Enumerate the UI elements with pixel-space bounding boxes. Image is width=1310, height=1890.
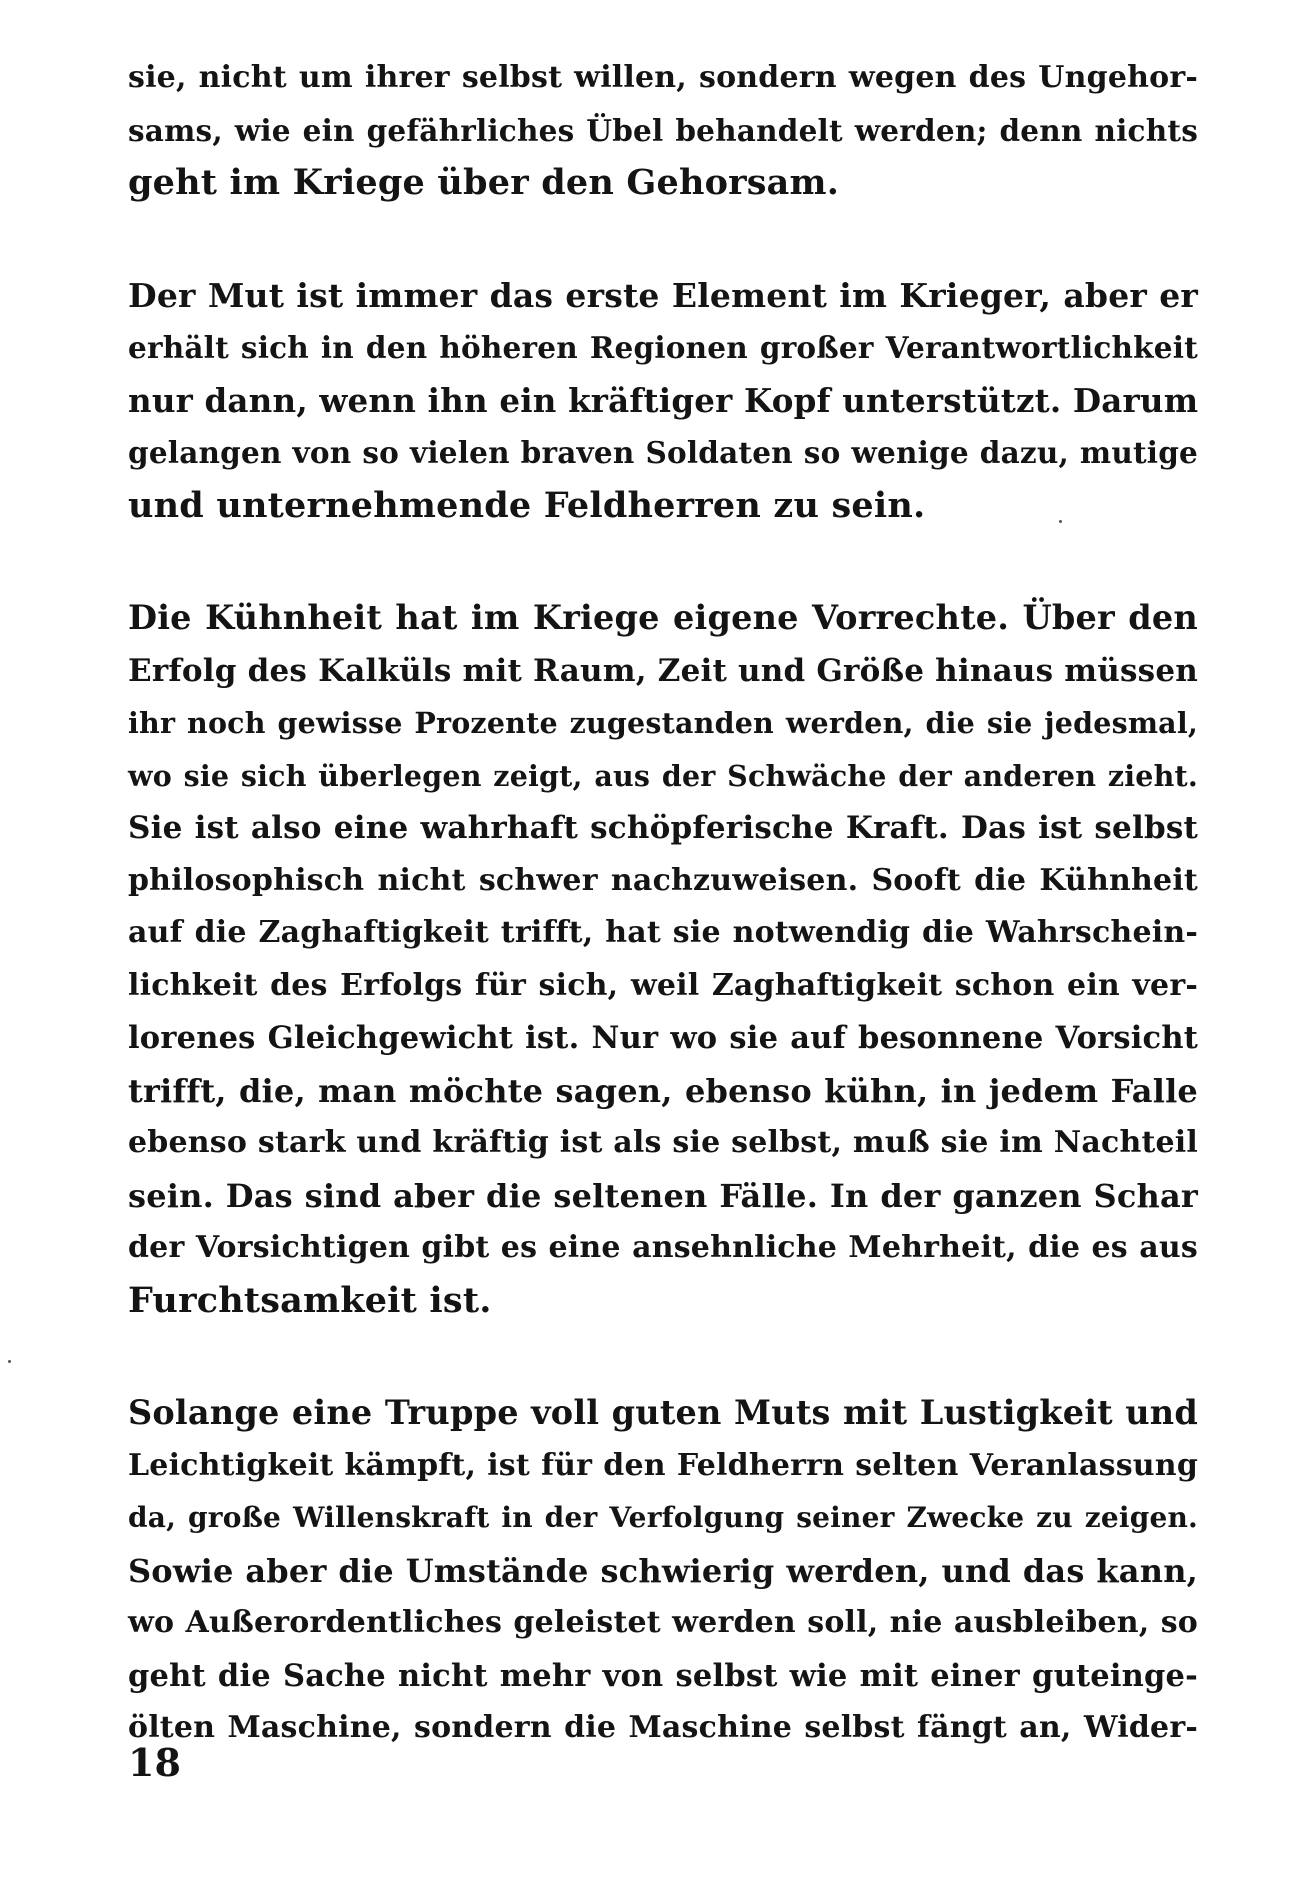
text-line: auf die Zaghaftigkeit trifft, hat sie notwendig die Wahrschein- bbox=[128, 915, 1198, 950]
text-line: sams, wie ein gefährliches Übel behandelt werden; denn nichts bbox=[128, 112, 1198, 148]
text-line: wo sie sich überlegen zeigt, aus der Schwäche der anderen zieht. bbox=[128, 758, 1198, 793]
text-line: geht die Sache nicht mehr von selbst wie mit einer guteinge- bbox=[128, 1657, 1198, 1694]
text-line: sie, nicht um ihrer selbst willen, sondern wegen des Ungehor- bbox=[128, 60, 1198, 95]
page-body bbox=[128, 52, 1198, 1755]
paragraph-4 bbox=[128, 1387, 1198, 1755]
text-line: erhält sich in den höheren Regionen großer Verantwortlichkeit bbox=[128, 330, 1198, 365]
page-number: 18 bbox=[128, 1740, 181, 1785]
text-line: Die Kühnheit hat im Kriege eigene Vorrechte. Über den bbox=[128, 598, 1198, 637]
text-line: der Vorsichtigen gibt es eine ansehnliche Mehrheit, die es aus bbox=[128, 1230, 1198, 1265]
text-line: und unternehmende Feldherren zu sein. bbox=[128, 484, 926, 526]
paragraph-1 bbox=[128, 52, 1198, 210]
print-speck bbox=[1059, 520, 1062, 523]
text-line: Solange eine Truppe voll guten Muts mit Lustigkeit und bbox=[128, 1393, 1198, 1432]
text-line: gelangen von so vielen braven Soldaten so wenige dazu, mutige bbox=[128, 435, 1198, 470]
paragraph-2 bbox=[128, 270, 1198, 533]
text-line: ihr noch gewisse Prozente zugestanden werden, die sie jedesmal, bbox=[128, 706, 1198, 740]
text-line: lorenes Gleichgewicht ist. Nur wo sie auf besonnene Vorsicht bbox=[128, 1020, 1198, 1056]
text-line: geht im Kriege über den Gehorsam. bbox=[128, 162, 840, 203]
paragraph-3 bbox=[128, 592, 1198, 1327]
text-line: Sowie aber die Umstände schwierig werden, und das kann, bbox=[128, 1551, 1198, 1590]
text-line: Der Mut ist immer das erste Element im Krieger, aber er bbox=[128, 275, 1198, 315]
text-line: sein. Das sind aber die seltenen Fälle. In der ganzen Schar bbox=[128, 1176, 1198, 1215]
text-line: Leichtigkeit kämpft, ist für den Feldherrn selten Veranlassung bbox=[128, 1447, 1198, 1483]
text-line: Sie ist also eine wahrhaft schöpferische Kraft. Das ist selbst bbox=[128, 810, 1198, 846]
text-line: philosophisch nicht schwer nachzuweisen. Sooft die Kühnheit bbox=[128, 862, 1198, 898]
text-line: wo Außerordentliches geleistet werden soll, nie ausbleiben, so bbox=[128, 1605, 1198, 1640]
text-line: Erfolg des Kalküls mit Raum, Zeit und Größe hinaus müssen bbox=[128, 652, 1198, 689]
text-line: ölten Maschine, sondern die Maschine selbst fängt an, Wider- bbox=[128, 1710, 1198, 1745]
text-line: ebenso stark und kräftig ist als sie selbst, muß sie im Nachteil bbox=[128, 1125, 1198, 1160]
text-line: trifft, die, man möchte sagen, ebenso kühn, in jedem Falle bbox=[128, 1071, 1198, 1110]
text-line: Furchtsamkeit ist. bbox=[128, 1279, 492, 1321]
text-line: lichkeit des Erfolgs für sich, weil Zaghaftigkeit schon ein ver- bbox=[128, 967, 1198, 1003]
text-line: nur dann, wenn ihn ein kräftiger Kopf unterstützt. Darum bbox=[128, 380, 1199, 420]
print-speck bbox=[8, 1360, 11, 1363]
text-line: da, große Willenskraft in der Verfolgung seiner Zwecke zu zeigen. bbox=[128, 1501, 1198, 1534]
